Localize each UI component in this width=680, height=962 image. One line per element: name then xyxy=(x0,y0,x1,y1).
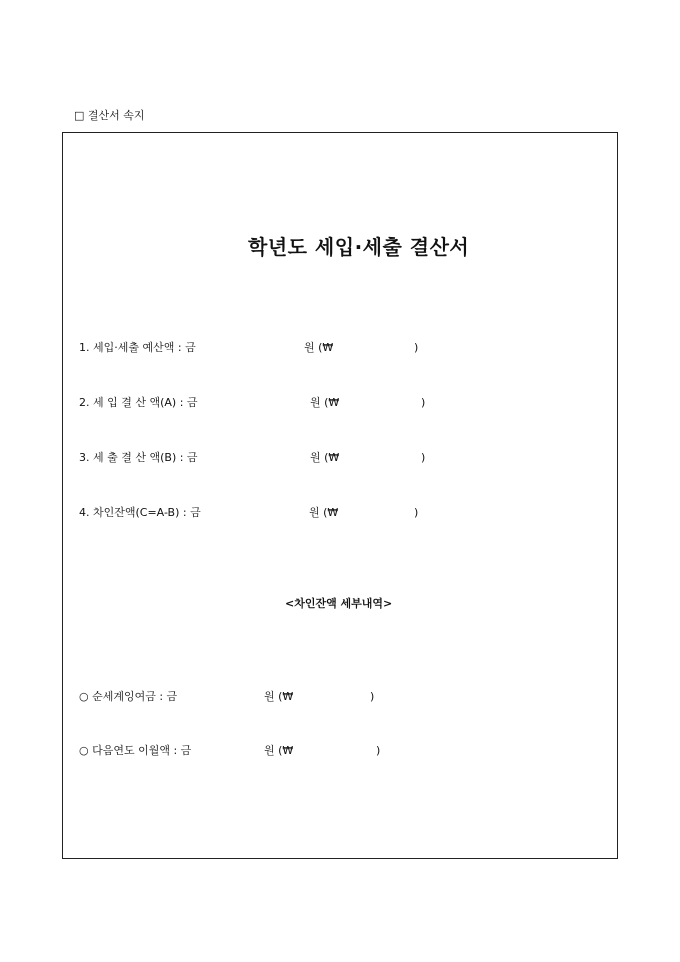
expenditure-settlement-label: 3. 세 출 결 산 액(B) : 금 xyxy=(79,451,198,464)
net-surplus-label: ○ 순세계잉여금 : 금 xyxy=(79,690,178,703)
revenue-settlement-won: 원 (₩ xyxy=(310,396,340,409)
net-surplus-close: ) xyxy=(370,690,375,703)
revenue-settlement-close: ) xyxy=(421,396,426,409)
expenditure-settlement-won: 원 (₩ xyxy=(310,451,340,464)
balance-detail-title: <차인잔액 세부내역> xyxy=(285,597,393,610)
net-surplus-won: 원 (₩ xyxy=(264,690,294,703)
carryover-label: ○ 다음연도 이월액 : 금 xyxy=(79,744,192,757)
balance-label: 4. 차인잔액(C=A-B) : 금 xyxy=(79,506,201,519)
budget-amount-won: 원 (₩ xyxy=(304,341,334,354)
budget-amount-label: 1. 세입·세출 예산액 : 금 xyxy=(79,341,196,354)
revenue-settlement-label: 2. 세 입 결 산 액(A) : 금 xyxy=(79,396,198,409)
form-caption: □ 결산서 속지 xyxy=(74,109,145,122)
expenditure-settlement-close: ) xyxy=(421,451,426,464)
document-title: 학년도 세입·세출 결산서 xyxy=(248,235,470,259)
budget-amount-close: ) xyxy=(414,341,419,354)
carryover-won: 원 (₩ xyxy=(264,744,294,757)
balance-close: ) xyxy=(414,506,419,519)
carryover-close: ) xyxy=(376,744,381,757)
balance-won: 원 (₩ xyxy=(309,506,339,519)
